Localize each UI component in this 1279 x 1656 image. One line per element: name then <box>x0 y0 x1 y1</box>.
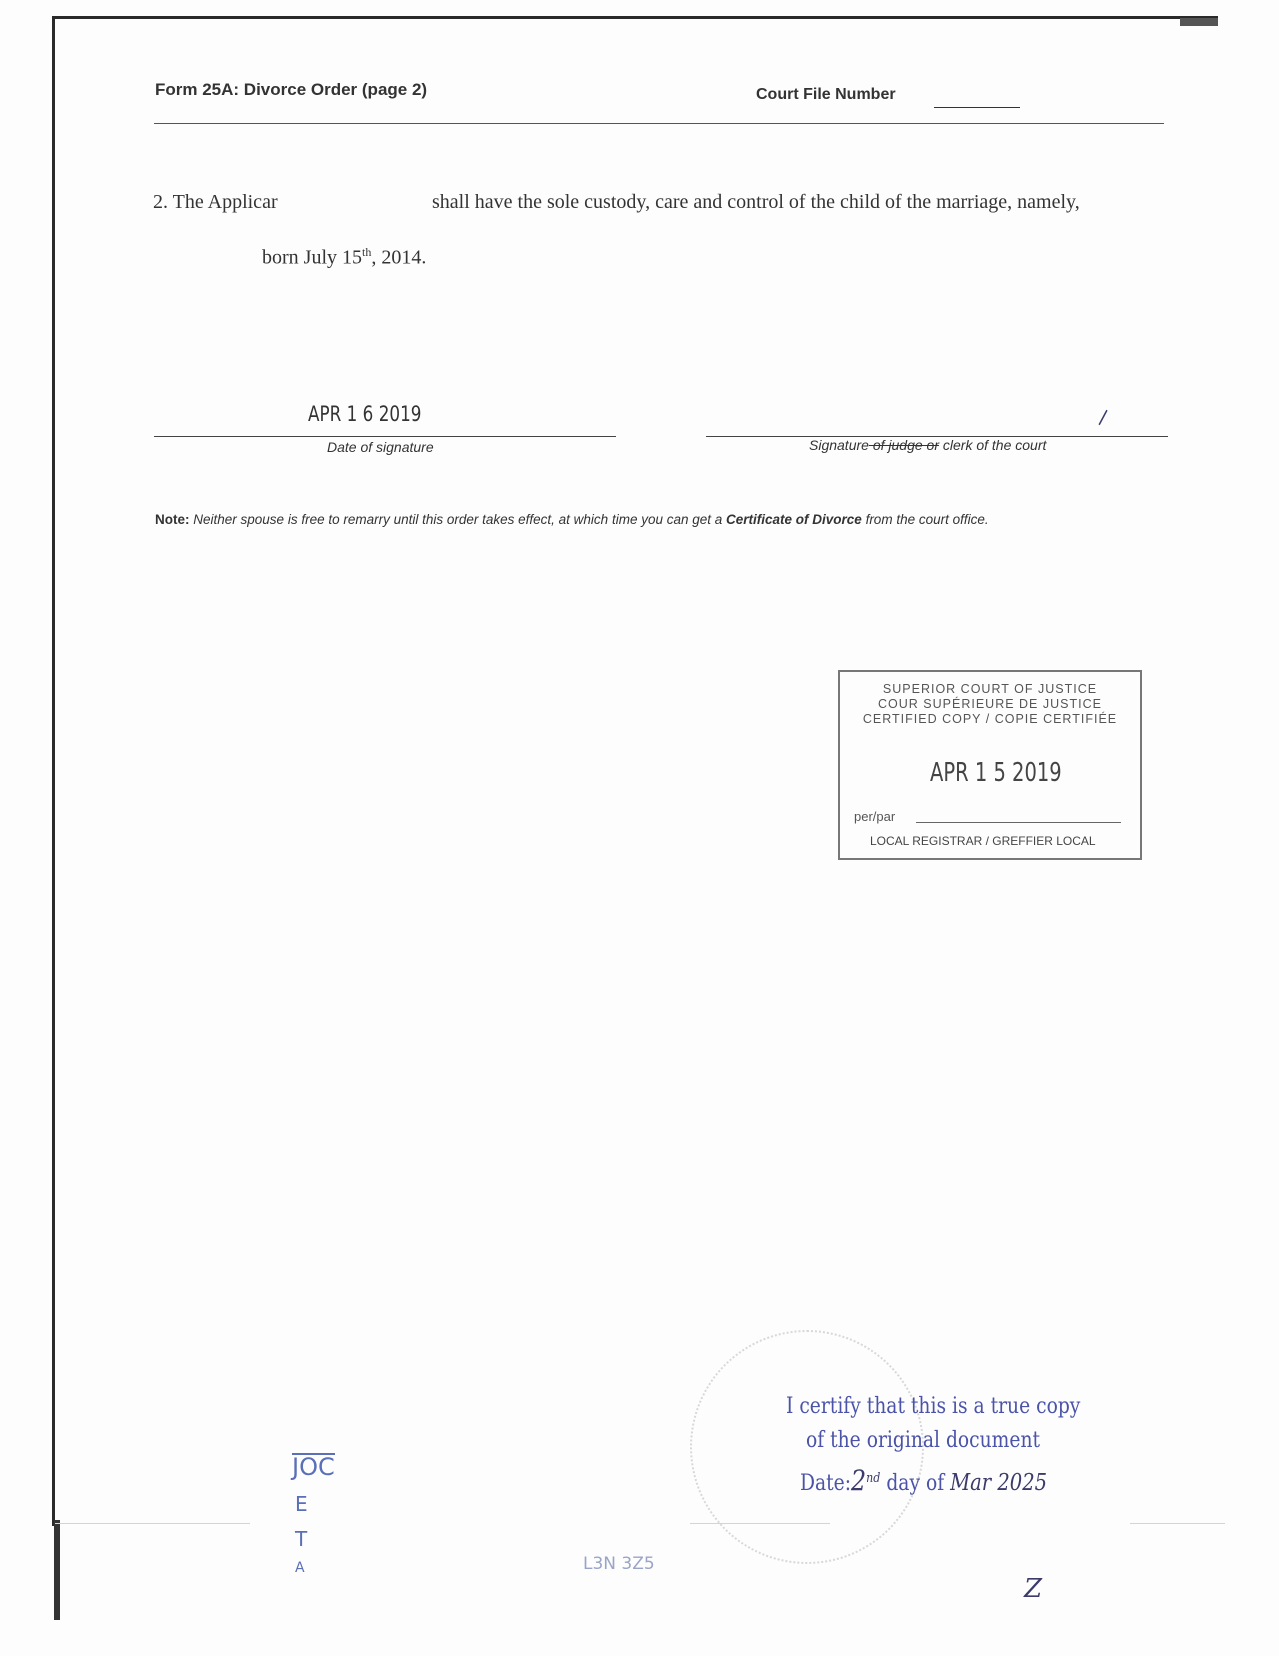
stamp-line-3: CERTIFIED COPY / COPIE CERTIFIÉE <box>862 712 1118 726</box>
date-of-signature-caption: Date of signature <box>327 439 434 455</box>
certified-copy-stamp <box>838 670 1142 860</box>
certify-day-suffix: nd <box>866 1470 881 1486</box>
certify-day: 2 <box>851 1464 867 1497</box>
handwritten-mark: Z <box>1024 1574 1043 1604</box>
note-label: Note: <box>155 512 190 527</box>
scan-edge-top-corner <box>1180 18 1218 26</box>
note-certificate-bold: Certificate of Divorce <box>726 512 862 527</box>
stamp-registrar: LOCAL REGISTRAR / GREFFIER LOCAL <box>870 834 1096 848</box>
header-divider <box>154 123 1164 124</box>
signature-caption-struck: of judge or <box>868 437 939 453</box>
signature-tick-mark: \ <box>1093 405 1114 429</box>
clause-2-year: , 2014. <box>371 246 427 269</box>
scan-edge-left <box>52 16 55 1526</box>
court-file-number-label: Court File Number <box>756 86 896 103</box>
court-file-number-blank <box>934 107 1020 108</box>
faint-postal-fragment: L3N 3Z5 <box>583 1554 655 1574</box>
signature-caption-b: clerk of the court <box>939 437 1047 453</box>
certify-line-2: of the original document <box>806 1428 1041 1453</box>
note-text-b: from the court office. <box>861 512 989 527</box>
certify-month-year: Mar 2025 <box>950 1470 1048 1496</box>
date-of-signature-stamp: APR 1 6 2019 <box>308 402 422 426</box>
blue-stamp-fragment-e: E <box>295 1492 308 1516</box>
signature-caption <box>809 437 1046 453</box>
certify-date-label: Date: <box>800 1471 852 1496</box>
stamp-per-label: per/par <box>854 809 896 824</box>
clause-2-line1-start: 2. The Applicar <box>153 191 278 213</box>
clause-2-born: born July 15 <box>262 246 362 269</box>
blue-stamp-fragment-top: JOC <box>292 1453 335 1481</box>
signature-caption-a: Signature <box>809 437 869 453</box>
remarry-note <box>155 512 989 527</box>
clause-2-line2 <box>262 245 426 270</box>
stamp-line-1: SUPERIOR COURT OF JUSTICE <box>882 682 1098 696</box>
certify-line-1: I certify that this is a true copy <box>786 1394 1081 1419</box>
stamp-signature-line <box>916 822 1121 823</box>
certify-line-3 <box>800 1464 1047 1497</box>
clause-2-superscript: th <box>362 245 372 259</box>
note-text-a: Neither spouse is free to remarry until this order takes effect, at which time you can get a <box>193 512 727 527</box>
blue-stamp-fragment-t: T <box>295 1527 308 1551</box>
certify-day-of: day of <box>886 1471 945 1496</box>
form-title: Form 25A: Divorce Order (page 2) <box>155 80 428 99</box>
stamp-date: APR 1 5 2019 <box>930 758 1062 788</box>
stamp-line-2: COUR SUPÉRIEURE DE JUSTICE <box>878 697 1102 711</box>
scan-edge-top <box>52 16 1218 19</box>
clause-2-line1-end: shall have the sole custody, care and control of the child of the marriage, namely, <box>432 191 1080 213</box>
scan-edge-left-lower <box>54 1520 60 1620</box>
scan-artifact-line-right <box>1130 1523 1225 1524</box>
blue-stamp-fragment-a: A <box>295 1560 305 1576</box>
date-signature-line <box>154 436 616 437</box>
scan-artifact-line-left <box>55 1523 250 1524</box>
